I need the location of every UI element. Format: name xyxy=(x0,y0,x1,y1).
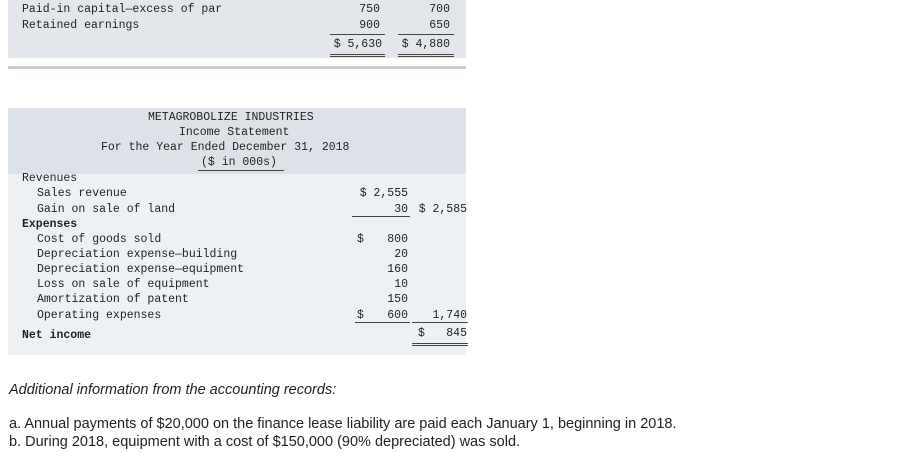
row-value-col1: 900 xyxy=(359,19,380,32)
additional-item: a. Annual payments of $20,000 on the finance lease liability are paid each January 1, beginning in 2018. xyxy=(9,416,677,432)
expense-label: Depreciation expense—equipment xyxy=(37,263,245,276)
expense-total-underline xyxy=(412,322,468,323)
dollar-sign: $ xyxy=(357,233,364,246)
revenue-label: Gain on sale of land xyxy=(37,203,176,216)
expenses-heading: Expenses xyxy=(22,218,78,231)
net-income-label: Net income xyxy=(22,329,92,342)
expense-amount: 150 xyxy=(387,293,408,306)
expense-label: Loss on sale of equipment xyxy=(37,278,210,291)
expense-amount: 10 xyxy=(394,278,408,291)
units-underline xyxy=(198,170,284,171)
expense-amount: 160 xyxy=(387,263,408,276)
row-value-col2: 650 xyxy=(429,19,450,32)
row-label: Retained earnings xyxy=(22,19,140,32)
additional-heading: Additional information from the accounting records: xyxy=(9,382,337,398)
double-rule xyxy=(412,345,468,346)
row-value-col1: 750 xyxy=(359,3,380,16)
row-label: Paid-in capital—excess of par xyxy=(22,3,223,16)
total-col2: $ 4,880 xyxy=(401,38,450,51)
total-col1: $ 5,630 xyxy=(333,38,382,51)
expense-label: Operating expenses xyxy=(37,309,162,322)
subtotal-rule xyxy=(330,34,385,35)
company-name: METAGROBOLIZE INDUSTRIES xyxy=(148,111,314,124)
statement-title: Income Statement xyxy=(179,126,290,139)
expense-label: Cost of goods sold xyxy=(37,233,162,246)
dollar-sign: $ xyxy=(418,327,425,340)
double-rule xyxy=(330,54,385,55)
expense-amount: 600 xyxy=(387,309,408,322)
double-rule xyxy=(398,54,454,55)
revenue-total: $ 2,585 xyxy=(418,203,467,216)
expense-amount: 20 xyxy=(394,248,408,261)
double-rule xyxy=(412,343,468,344)
additional-item: b. During 2018, equipment with a cost of $150,000 (90% depreciated) was sold. xyxy=(9,434,521,450)
statement-units: ($ in 000s) xyxy=(201,156,277,169)
section-divider xyxy=(8,66,466,69)
net-income-amount: 845 xyxy=(446,327,467,340)
statement-period: For the Year Ended December 31, 2018 xyxy=(101,141,350,154)
subtotal-rule xyxy=(398,34,454,35)
revenues-heading: Revenues xyxy=(22,172,78,185)
expense-label: Depreciation expense—building xyxy=(37,248,238,261)
revenue-label: Sales revenue xyxy=(37,187,127,200)
revenue-amount: $ 2,555 xyxy=(359,187,408,200)
expense-underline xyxy=(355,322,410,323)
revenue-amount: 30 xyxy=(394,203,408,216)
expense-label: Amortization of patent xyxy=(37,293,189,306)
expense-total: 1,740 xyxy=(432,309,467,322)
revenue-underline xyxy=(352,216,410,217)
double-rule xyxy=(398,56,454,57)
row-value-col2: 700 xyxy=(429,3,450,16)
expense-amount: 800 xyxy=(387,233,408,246)
dollar-sign: $ xyxy=(357,309,364,322)
double-rule xyxy=(330,56,385,57)
